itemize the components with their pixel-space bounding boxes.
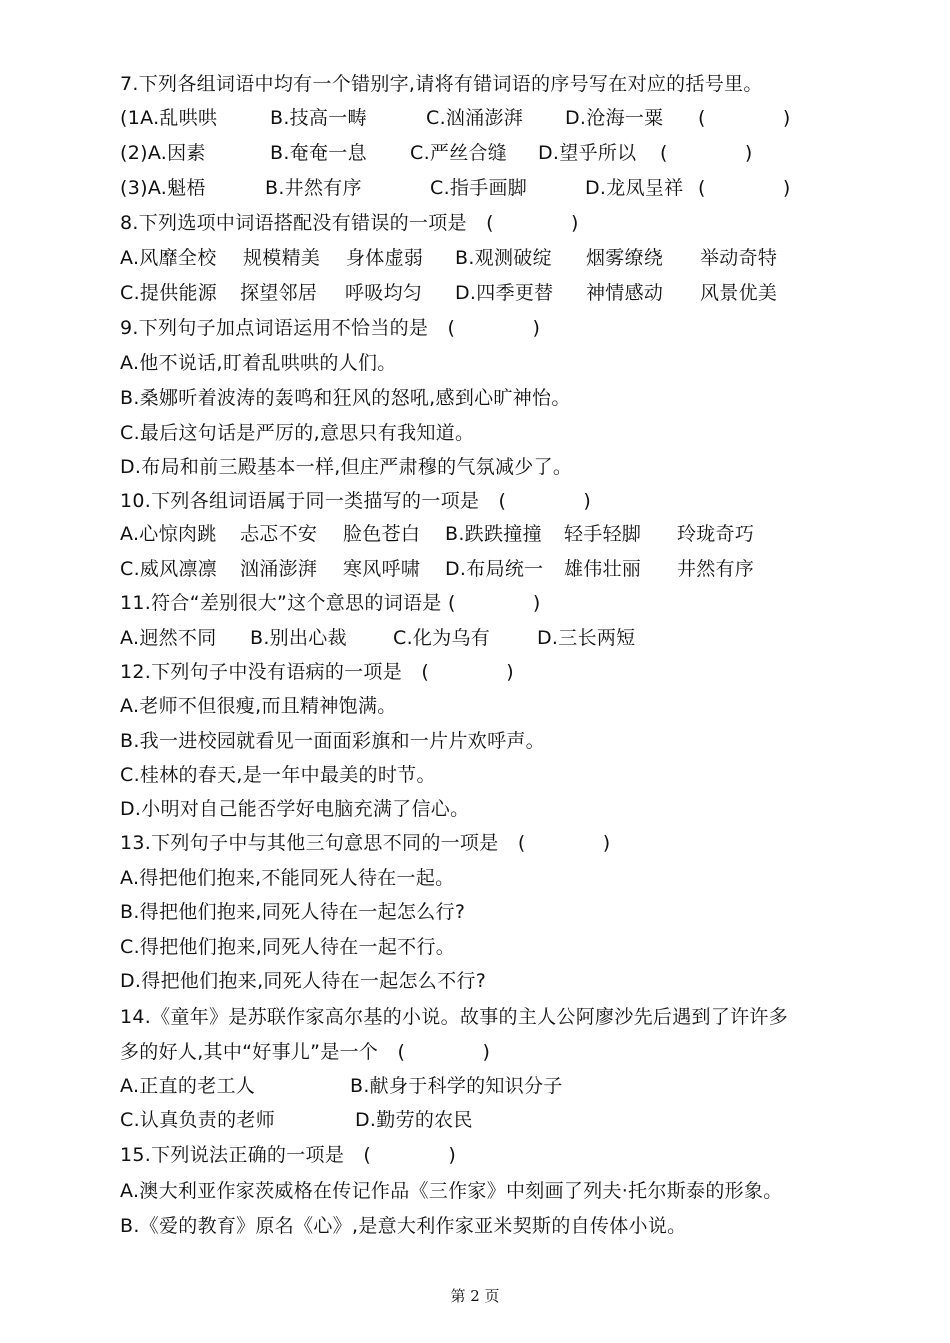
q7-r2-option-d: D.望乎所以 bbox=[538, 142, 637, 164]
q8-r2-w6: 风景优美 bbox=[700, 282, 778, 304]
q12-option-a: A.老师不但很瘦,而且精神饱满。 bbox=[120, 695, 397, 717]
q14-stem-line-1: 14.《童年》是苏联作家高尔基的小说。故事的主人公阿廖沙先后遇到了许许多 bbox=[120, 1006, 789, 1028]
q9-option-c: C.最后这句话是严厉的,意思只有我知道。 bbox=[120, 422, 475, 444]
q7-r1-option-d: D.沧海一粟 bbox=[565, 107, 664, 129]
q11-stem: 11.符合“差别很大”这个意思的词语是 ( ) bbox=[120, 592, 541, 614]
q9-stem: 9.下列句子加点词语运用不恰当的是 ( ) bbox=[120, 317, 541, 339]
q10-r1-w6: 玲珑奇巧 bbox=[677, 523, 755, 545]
q7-r3-option-a: (3)A.魁梧 bbox=[120, 177, 206, 199]
q13-stem: 13.下列句子中与其他三句意思不同的一项是 ( ) bbox=[120, 832, 611, 854]
q8-r2-w2: 探望邻居 bbox=[240, 282, 318, 304]
q10-r1-w4: B.跌跌撞撞 bbox=[445, 523, 542, 545]
q8-r1-w2: 规模精美 bbox=[243, 247, 321, 269]
q8-r1-w6: 举动奇特 bbox=[700, 247, 778, 269]
q8-r2-w1: C.提供能源 bbox=[120, 282, 218, 304]
q8-r1-w4: B.观测破绽 bbox=[455, 247, 552, 269]
q12-stem: 12.下列句子中没有语病的一项是 ( ) bbox=[120, 661, 514, 683]
q10-r1-w2: 忐忑不安 bbox=[240, 523, 318, 545]
q10-r1-w5: 轻手轻脚 bbox=[564, 523, 642, 545]
q7-r3-option-b: B.井然有序 bbox=[265, 177, 362, 199]
q13-option-a: A.得把他们抱来,不能同死人待在一起。 bbox=[120, 867, 455, 889]
q7-r2-option-b: B.奄奄一息 bbox=[270, 142, 367, 164]
q14-stem-line-2: 多的好人,其中“好事儿”是一个 ( ) bbox=[120, 1041, 491, 1063]
q8-stem: 8.下列选项中词语搭配没有错误的一项是 ( ) bbox=[120, 212, 579, 234]
q12-option-b: B.我一进校园就看见一面面彩旗和一片片欢呼声。 bbox=[120, 730, 545, 752]
q7-r1-answer-paren: ( ) bbox=[698, 107, 791, 129]
q13-option-b: B.得把他们抱来,同死人待在一起怎么行? bbox=[120, 901, 466, 923]
q14-option-b: B.献身于科学的知识分子 bbox=[350, 1075, 563, 1097]
q12-option-c: C.桂林的春天,是一年中最美的时节。 bbox=[120, 764, 436, 786]
q10-r2-w4: D.布局统一 bbox=[445, 558, 544, 580]
q8-r2-w4: D.四季更替 bbox=[455, 282, 554, 304]
q10-r1-w1: A.心惊肉跳 bbox=[120, 523, 217, 545]
q7-stem: 7.下列各组词语中均有一个错别字,请将有错词语的序号写在对应的括号里。 bbox=[120, 73, 763, 95]
q8-r1-w1: A.风靡全校 bbox=[120, 247, 217, 269]
q8-r1-w3: 身体虚弱 bbox=[346, 247, 424, 269]
q15-option-b: B.《爱的教育》原名《心》,是意大利作家亚米契斯的自传体小说。 bbox=[120, 1215, 687, 1237]
q7-r1-option-b: B.技高一畴 bbox=[270, 107, 367, 129]
q7-r1-option-a: (1A.乱哄哄 bbox=[120, 107, 218, 129]
q14-option-a: A.正直的老工人 bbox=[120, 1075, 256, 1097]
q14-option-c: C.认真负责的老师 bbox=[120, 1109, 276, 1131]
q11-option-b: B.别出心裁 bbox=[250, 627, 347, 649]
page-number: 第 2 页 bbox=[450, 1287, 500, 1305]
q14-option-d: D.勤劳的农民 bbox=[355, 1109, 473, 1131]
q7-r3-option-c: C.指手画脚 bbox=[430, 177, 528, 199]
q13-option-c: C.得把他们抱来,同死人待在一起不行。 bbox=[120, 936, 456, 958]
q11-option-c: C.化为乌有 bbox=[393, 627, 491, 649]
q10-r2-w1: C.威风凛凛 bbox=[120, 558, 218, 580]
q7-r3-answer-paren: ( ) bbox=[698, 177, 791, 199]
q11-option-a: A.迥然不同 bbox=[120, 627, 217, 649]
q15-stem: 15.下列说法正确的一项是 ( ) bbox=[120, 1144, 457, 1166]
q7-r2-option-a: (2)A.因素 bbox=[120, 142, 206, 164]
q10-stem: 10.下列各组词语属于同一类描写的一项是 ( ) bbox=[120, 490, 592, 512]
q7-r2-answer-paren: ( ) bbox=[660, 142, 753, 164]
q11-option-d: D.三长两短 bbox=[537, 627, 636, 649]
q9-option-b: B.桑娜听着波涛的轰鸣和狂风的怒吼,感到心旷神怡。 bbox=[120, 387, 571, 409]
q8-r2-w3: 呼吸均匀 bbox=[345, 282, 423, 304]
q10-r1-w3: 脸色苍白 bbox=[343, 523, 421, 545]
q7-r1-option-c: C.汹涌澎湃 bbox=[426, 107, 524, 129]
q12-option-d: D.小明对自己能否学好电脑充满了信心。 bbox=[120, 798, 470, 820]
q9-option-d: D.布局和前三殿基本一样,但庄严肃穆的气氛减少了。 bbox=[120, 456, 573, 478]
q15-option-a: A.澳大利亚作家茨威格在传记作品《三作家》中刻画了列夫·托尔斯泰的形象。 bbox=[120, 1180, 783, 1202]
q10-r2-w3: 寒风呼啸 bbox=[343, 558, 421, 580]
q9-option-a: A.他不说话,盯着乱哄哄的人们。 bbox=[120, 352, 397, 374]
q8-r1-w5: 烟雾缭绕 bbox=[586, 247, 664, 269]
q8-r2-w5: 神情感动 bbox=[586, 282, 664, 304]
q10-r2-w5: 雄伟壮丽 bbox=[564, 558, 642, 580]
q10-r2-w6: 井然有序 bbox=[677, 558, 755, 580]
q13-option-d: D.得把他们抱来,同死人待在一起怎么不行? bbox=[120, 970, 487, 992]
q7-r2-option-c: C.严丝合缝 bbox=[410, 142, 508, 164]
q7-r3-option-d: D.龙凤呈祥 bbox=[585, 177, 684, 199]
q10-r2-w2: 汹涌澎湃 bbox=[240, 558, 318, 580]
